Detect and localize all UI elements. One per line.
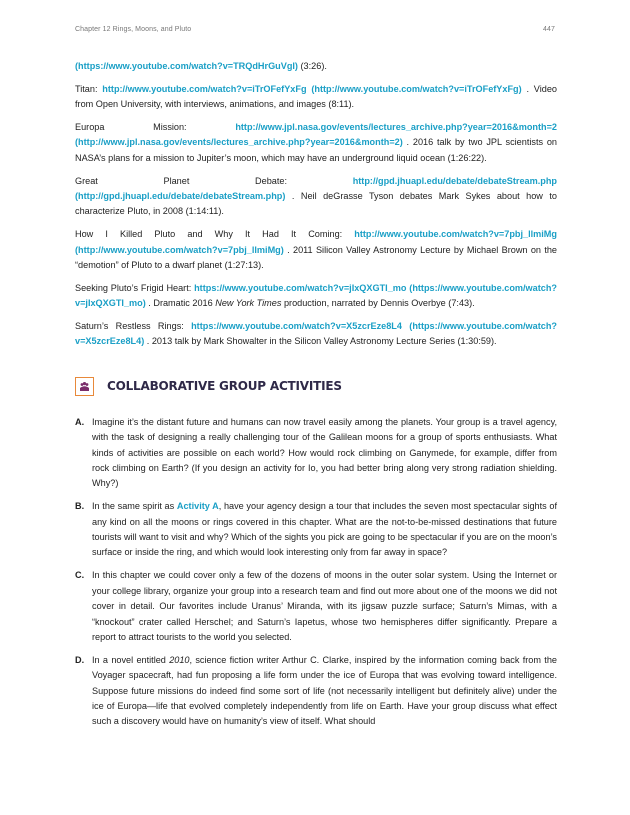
book-title: 2010 xyxy=(169,654,190,665)
resource-link-parenthetical[interactable]: (https://www.youtube.com/watch?v=jIxQXGTI_mo) xyxy=(75,282,557,309)
resource-entry: Great Planet Debate: http://gpd.jhuapl.edu/debate/debateStream.php (http://gpd.jhuapl.edu/debate/debateStream.php) . Neil deGrasse Tyson debates Mark Sykes about how to characterize Pluto, in 2008 (1:14:11). xyxy=(75,175,557,217)
activity-text: In this chapter we could cover only a few of the dozens of moons in the outer solar system. Using the Internet or your college library, organize your group into a research team and find out more about one of the moons we did not cover in detail. Our favorites include Uranus’ Miranda, with its jigsaw puzzle surface; Saturn’s Mimas, with a “knockout” crater called Herschel; and Saturn’s Iapetus, whose two hemispheres differ significantly. Prepare a report to attract tourists to the world you selected. xyxy=(92,570,557,642)
resource-link[interactable]: (https://www.youtube.com/watch?v=TRQdHrGuVgI) xyxy=(75,61,298,71)
activity-text: In the same spirit as Activity A, have your agency design a tour that includes the seven most spectacular sights of any kind on all the moons or rings covered in this chapter. What are the not-to-be-missed destinations that future tourists will want to visit and why? Which of the sights you pick are going to be spectacular if you are on the moon’s surface or inside the ring, and which would look interesting only from far away in space? xyxy=(92,501,557,558)
activity-text: Imagine it’s the distant future and humans can now travel easily among the planets. Your group is a travel agency, with the task of designing a really challenging tour of the Galilean moons for a group of sports enthusiasts. What kinds of activities are possible on each world? How would rock climbing on Ganymede, for example, differ from rock climbing on Earth? (If you design an activity for Io, you had better bring along very strong radiation shielding. Why?) xyxy=(92,416,557,489)
activity-letter: D. xyxy=(75,654,85,665)
resource-entry: Titan: http://www.youtube.com/watch?v=iTrOFefYxFg (http://www.youtube.com/watch?v=iTrOFefYxFg) . Video from Open University, with interviews, animations, and images (8:11). xyxy=(75,83,557,110)
resource-label: Europa Mission: xyxy=(75,122,236,132)
chapter-title: Chapter 12 Rings, Moons, and Pluto xyxy=(75,26,192,33)
resource-link[interactable]: http://gpd.jhuapl.edu/debate/debateStream.php xyxy=(352,175,557,186)
resource-entry: (https://www.youtube.com/watch?v=TRQdHrGuVgI) (3:26). xyxy=(75,61,327,71)
resource-link[interactable]: https://www.youtube.com/watch?v=X5zcrEze8L4 xyxy=(191,321,402,332)
activity-text: In a novel entitled 2010, science fiction writer Arthur C. Clarke, inspired by the information coming back from the Voyager spacecraft, had fun proposing a life form under the ice of Europa that was evolving toward intelligence. Suppose future missions do indeed find some sort of life (not necessarily intelligent but definitely alive) under the ice of Europa—life that evolved completely independently from life on Earth. Have your group discuss what effect such a discovery would have on humanity’s view of itself. What should xyxy=(92,654,557,727)
publication-title: New York Times xyxy=(215,298,282,309)
page-number: 447 xyxy=(543,26,555,33)
resource-link-parenthetical[interactable]: (http://www.jpl.nasa.gov/events/lectures_archive.php?year=2016&month=2) xyxy=(75,137,403,148)
activity-letter: C. xyxy=(75,570,85,581)
section-heading xyxy=(75,377,557,396)
activity-item xyxy=(75,653,557,730)
activity-item xyxy=(75,568,557,645)
resource-label: Great Planet Debate: xyxy=(75,175,353,186)
section-title: COLLABORATIVE GROUP ACTIVITIES xyxy=(107,378,342,393)
resource-link-parenthetical[interactable]: (http://www.youtube.com/watch?v=7pbj_llmiMg) xyxy=(75,244,284,255)
resource-label: Titan: xyxy=(75,83,103,94)
resource-entry: Saturn’s Restless Rings: https://www.youtube.com/watch?v=X5zcrEze8L4 (https://www.youtube.com/watch?v=X5zcrEze8L4) . 2013 talk by Mark Showalter in the Silicon Valley Astronomy Lecture Series (1:30:59). xyxy=(75,321,557,347)
resource-link[interactable]: http://www.youtube.com/watch?v=iTrOFefYxFg xyxy=(102,83,307,94)
activity-list xyxy=(75,415,557,730)
group-activity-icon xyxy=(75,377,94,396)
resource-label: Seeking Pluto’s Frigid Heart: xyxy=(75,282,195,293)
page-content xyxy=(75,59,557,737)
activity-item xyxy=(75,499,557,561)
resource-link-parenthetical[interactable]: (http://www.youtube.com/watch?v=iTrOFefYxFg) xyxy=(311,83,522,94)
resource-link[interactable]: http://www.youtube.com/watch?v=7pbj_llmiMg xyxy=(354,229,557,240)
activity-letter: A. xyxy=(75,416,85,427)
activity-letter: B. xyxy=(75,501,85,512)
resource-entry: Europa Mission: http://www.jpl.nasa.gov/events/lectures_archive.php?year=2016&month=2 (http://www.jpl.nasa.gov/events/lectures_archive.php?year=2016&month=2) . 2016 talk by two JPL scientists on NASA’s plans for a mission to Jupiter’s moon, which may have an underground liquid ocean (1:26:22). xyxy=(75,122,557,163)
activity-item xyxy=(75,415,557,492)
resource-link[interactable]: https://www.youtube.com/watch?v=jIxQXGTI_mo xyxy=(194,282,407,293)
resource-link[interactable]: http://www.jpl.nasa.gov/events/lectures_archive.php?year=2016&month=2 xyxy=(235,122,557,132)
resource-link-parenthetical[interactable]: (https://www.youtube.com/watch?v=X5zcrEze8L4) xyxy=(75,321,557,347)
resource-label: Saturn’s Restless Rings: xyxy=(75,321,192,332)
resource-entry: How I Killed Pluto and Why It Had It Coming: http://www.youtube.com/watch?v=7pbj_llmiMg (http://www.youtube.com/watch?v=7pbj_llmiMg) . 2011 Silicon Valley Astronomy Lecture by Michael Brown on the “demotion” of Pluto to a dwarf planet (1:27:13). xyxy=(75,229,557,271)
running-head xyxy=(75,26,555,33)
people-icon xyxy=(79,381,90,392)
resource-label: How I Killed Pluto and Why It Had It Coming: xyxy=(75,229,355,240)
resource-link-parenthetical[interactable]: (http://gpd.jhuapl.edu/debate/debateStream.php) xyxy=(75,191,286,202)
activity-a-link[interactable]: Activity A xyxy=(176,501,219,512)
resource-entry: Seeking Pluto’s Frigid Heart: https://www.youtube.com/watch?v=jIxQXGTI_mo (https://www.youtube.com/watch?v=jIxQXGTI_mo) . Dramatic 2016 New York Times production, narrated by Dennis Overbye (7:43). xyxy=(75,282,557,309)
